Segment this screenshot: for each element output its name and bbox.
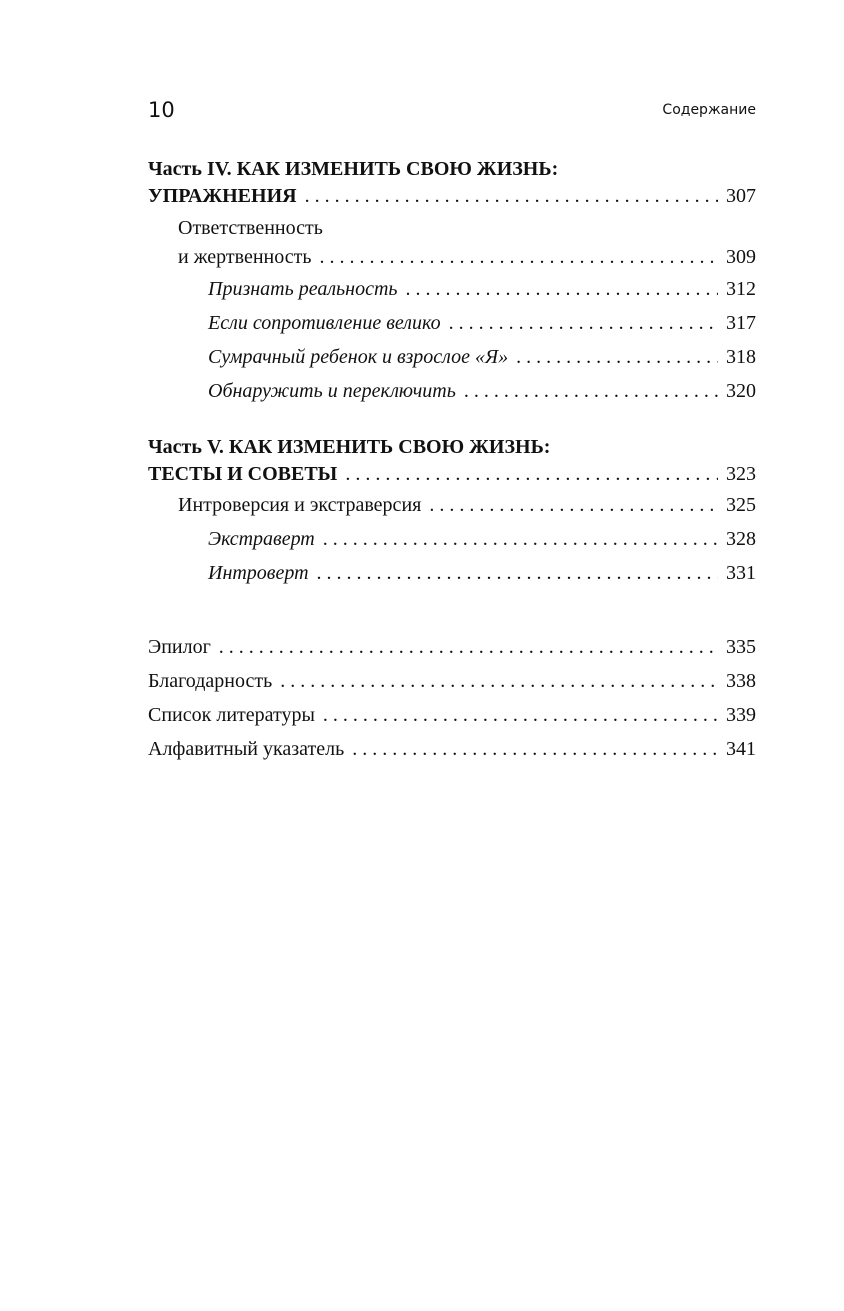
entry-title: Список литературы: [148, 704, 315, 726]
dot-leader: [516, 340, 718, 374]
toc-entry-part-4[interactable]: [148, 182, 756, 210]
running-title: Содержание: [662, 102, 756, 118]
dot-leader: [305, 182, 718, 210]
section-title: Сумрачный ребенок и взрослое «Я»: [208, 346, 509, 368]
page-ref: 335: [726, 636, 756, 658]
section-title: Интроверт: [208, 562, 309, 584]
toc-entry-section[interactable]: [148, 374, 756, 408]
toc-entry-chapter[interactable]: [148, 488, 756, 522]
part-5-title-line-1: Часть V. КАК ИЗМЕНИТЬ СВОЮ ЖИЗНЬ:: [148, 436, 551, 458]
dot-leader: [464, 374, 718, 408]
page-header: [148, 96, 756, 126]
page-ref: 341: [726, 738, 756, 760]
page-ref: 309: [726, 246, 756, 268]
dot-leader: [345, 460, 718, 488]
page-ref: 325: [726, 494, 756, 516]
toc-entry-chapter[interactable]: [148, 242, 756, 272]
dot-leader: [323, 698, 718, 732]
toc-entry-bibliography[interactable]: [148, 698, 756, 732]
toc-entry-section[interactable]: [148, 306, 756, 340]
page-ref: 320: [726, 380, 756, 402]
chapter-title: Интроверсия и экстраверсия: [178, 494, 422, 516]
page-ref: 323: [726, 463, 756, 485]
chapter-title-line-2: и жертвенность: [178, 246, 312, 268]
toc-entry-section[interactable]: [148, 272, 756, 306]
page-ref: 331: [726, 562, 756, 584]
section-title: Признать реальность: [208, 278, 398, 300]
page-ref: 318: [726, 346, 756, 368]
page-ref: 328: [726, 528, 756, 550]
dot-leader: [429, 488, 718, 522]
dot-leader: [449, 306, 718, 340]
toc-entry-part-5[interactable]: [148, 460, 756, 488]
toc-entry-acknowledgements[interactable]: [148, 664, 756, 698]
dot-leader: [319, 242, 718, 272]
toc-entry-section[interactable]: [148, 556, 756, 590]
part-4-title-line-1: Часть IV. КАК ИЗМЕНИТЬ СВОЮ ЖИЗНЬ:: [148, 158, 559, 180]
toc-entry-section[interactable]: [148, 522, 756, 556]
entry-title: Эпилог: [148, 636, 211, 658]
page-ref: 338: [726, 670, 756, 692]
page-ref: 312: [726, 278, 756, 300]
page-ref: 307: [726, 185, 756, 207]
chapter-title-line-1: Ответственность: [178, 217, 323, 239]
part-5-title-line-2: ТЕСТЫ И СОВЕТЫ: [148, 463, 338, 485]
section-title: Если сопротивление велико: [208, 312, 441, 334]
page-number: 10: [148, 98, 175, 122]
dot-leader: [219, 630, 718, 664]
dot-leader: [352, 732, 718, 766]
table-of-contents: [148, 156, 756, 766]
entry-title: Благодарность: [148, 670, 273, 692]
entry-title: Алфавитный указатель: [148, 738, 345, 760]
section-title: Экстраверт: [208, 528, 315, 550]
toc-part-5: [148, 434, 756, 590]
page-ref: 339: [726, 704, 756, 726]
dot-leader: [323, 522, 718, 556]
toc-entry-epilogue[interactable]: [148, 630, 756, 664]
toc-entry-index[interactable]: [148, 732, 756, 766]
page-ref: 317: [726, 312, 756, 334]
toc-back-matter: [148, 630, 756, 766]
part-4-title-line-2: УПРАЖНЕНИЯ: [148, 185, 297, 207]
toc-entry-section[interactable]: [148, 340, 756, 374]
dot-leader: [406, 272, 719, 306]
dot-leader: [280, 664, 718, 698]
dot-leader: [317, 556, 718, 590]
section-title: Обнаружить и переключить: [208, 380, 456, 402]
toc-part-4: [148, 156, 756, 408]
